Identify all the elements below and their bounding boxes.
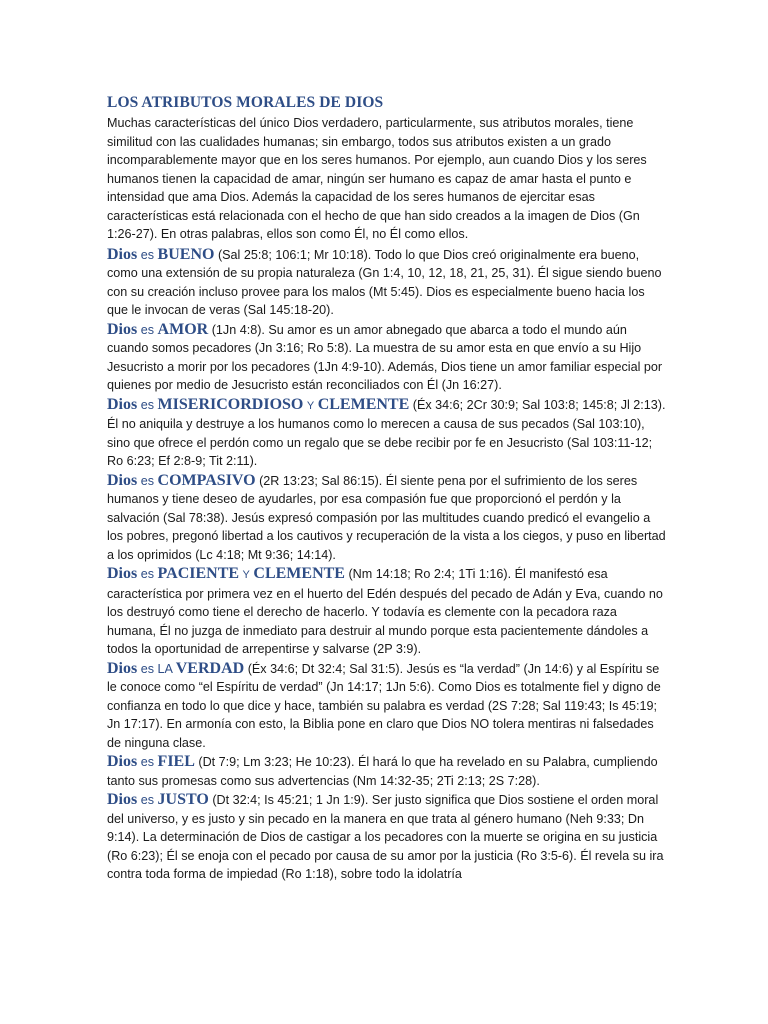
es-word: es [140, 322, 155, 337]
attribute-name: FIEL [157, 753, 195, 770]
section-text: (2R 13:23; Sal 86:15). Él siente pena por el sufrimiento de los seres humanos y tiene deseo de ayudarles, por esa compasión fue que proporcionó el perdón y la salvación (Sal 78:38). Jesús expresó compasión por las multitudes cuando predicó el evangelio a los pobres, pregonó libertad a los cautivos y recuperación de la vista a los ciegos, y puso en libertad a los oprimidos (Lc 4:18; Mt 9:36; 14:14). [107, 473, 666, 562]
es-word: es [140, 247, 155, 262]
dios-keyword: Dios [107, 320, 138, 338]
dios-keyword: Dios [107, 245, 138, 263]
dios-keyword: Dios [107, 659, 138, 677]
attribute-name: PACIENTE [157, 565, 240, 582]
section-text: (1Jn 4:8). Su amor es un amor abnegado que abarca a todo el mundo aún cuando somos pecadores (Jn 3:16; Ro 5:8). La muestra de su amor esta en que envío a su Hijo Jesucristo a morir por los pecadores (1Jn 4:9-10). Además, Dios tiene un amor familiar especial por quienes por medio de Jesucristo están reconciliados con Él (Jn 16:27). [107, 322, 663, 392]
section-text: (Éx 34:6; 2Cr 30:9; Sal 103:8; 145:8; Jl 2:13). Él no aniquila y destruye a los humanos como lo merecen a causa de sus pecados (Sal 103:10), sino que ofrece el perdón como un regalo que se debe recibir por fe en Jesucristo (Sal 103:11-12; Ro 6:23; Ef 2:8-9; Tit 2:11). [107, 397, 666, 468]
section-text: (Sal 25:8; 106:1; Mr 10:18). Todo lo que Dios creó originalmente era bueno, como una extensión de su propia naturaleza (Gn 1:4, 10, 12, 18, 21, 25, 31). Él sigue siendo bueno con su creación incluso provee para los malos (Mt 5:45). Dios es especialmente bueno hacia los que le invocan de veras (Sal 145:18-20). [107, 247, 662, 317]
section-text: (Nm 14:18; Ro 2:4; 1Ti 1:16). Él manifestó esa característica por primera vez en el huerto del Edén después del pecado de Adán y Eva, cuando no los destruyó como tiene el derecho de hacerlo. Y todavía es clemente con la pecadora raza humana, Él no juzga de inmediato para destruir al mundo porque esta pacientemente dándoles a todos la oportunidad de arrepentirse y salvarse (2P 3:9). [107, 567, 663, 656]
conjunction-y: Y [306, 399, 315, 412]
document-page [107, 93, 667, 885]
attribute-name: VERDAD [175, 659, 245, 677]
attribute-name: COMPASIVO [157, 471, 256, 489]
es-word: es [140, 397, 155, 412]
section-justo [107, 791, 667, 884]
section-verdad [107, 660, 667, 753]
es-word: es [140, 755, 155, 769]
attribute-name-2: CLEMENTE [317, 395, 410, 413]
attribute-name: AMOR [157, 320, 209, 338]
section-text: (Éx 34:6; Dt 32:4; Sal 31:5). Jesús es “la verdad” (Jn 14:6) y al Espíritu se le conoce como “el Espíritu de verdad” (Jn 14:17; 1Jn 5:6). Como Dios es totalmente fiel y digno de confianza en todo lo que dice y hace, también su palabra es verdad (2S 7:28; Sal 119:43; Is 45:19; Jn 17:17). En armonía con esto, la Biblia pone en claro que Dios NO tolera mentiras ni falsedades de ninguna clase. [107, 661, 661, 750]
section-bueno [107, 246, 667, 320]
dios-keyword: Dios [107, 395, 138, 413]
attribute-name: BUENO [157, 245, 215, 263]
attribute-name-2: CLEMENTE [253, 565, 345, 582]
es-word: es LA [140, 661, 173, 676]
conjunction-y: Y [242, 569, 250, 581]
section-text: (Dt 7:9; Lm 3:23; He 10:23). Él hará lo que ha revelado en su Palabra, cumpliendo tanto sus promesas como sus advertencias (Nm 14:32-35; 2Ti 2:13; 2S 7:28). [107, 755, 658, 788]
dios-keyword: Dios [107, 565, 138, 582]
dios-keyword: Dios [107, 791, 138, 808]
intro-paragraph: Muchas características del único Dios verdadero, particularmente, sus atributos morales, tiene similitud con las cualidades humanas; sin embargo, todos sus atributos existen a un grado incomparablemente mayor que en los seres humanos. Por ejemplo, aun cuando Dios y los seres humanos tienen la capacidad de amar, ningún ser humano es capaz de amar hasta el punto e intensidad que ama Dios. Además la capacidad de los seres humanos de ejercitar esas características está relacionada con el hecho de que han sido creados a la imagen de Dios (Gn 1:26-27). En otras palabras, ellos son como Él, no Él como ellos. [107, 116, 647, 241]
attribute-name: JUSTO [157, 791, 209, 808]
dios-keyword: Dios [107, 753, 138, 770]
section-compasivo [107, 472, 667, 565]
page-title: LOS ATRIBUTOS MORALES DE DIOS [107, 94, 384, 111]
es-word: es [140, 473, 155, 488]
es-word: es [140, 793, 155, 807]
section-paciente [107, 565, 667, 659]
section-amor [107, 321, 667, 395]
attribute-name: MISERICORDIOSO [157, 395, 304, 413]
section-misericordioso [107, 396, 667, 471]
dios-keyword: Dios [107, 471, 138, 489]
section-fiel [107, 753, 667, 790]
es-word: es [140, 567, 155, 581]
section-text: (Dt 32:4; Is 45:21; 1 Jn 1:9). Ser justo significa que Dios sostiene el orden moral del universo, y es justo y sin pecado en la manera en que trata al género humano (Neh 9:33; Dn 9:14). La determinación de Dios de castigar a los pecadores con la muerte se origina en su justicia (Ro 6:23); Él se enoja con el pecado por causa de su amor por la justicia (Ro 3:5-6). Él revela su ira contra toda forma de impiedad (Ro 1:18), sobre todo la idolatría [107, 793, 664, 881]
